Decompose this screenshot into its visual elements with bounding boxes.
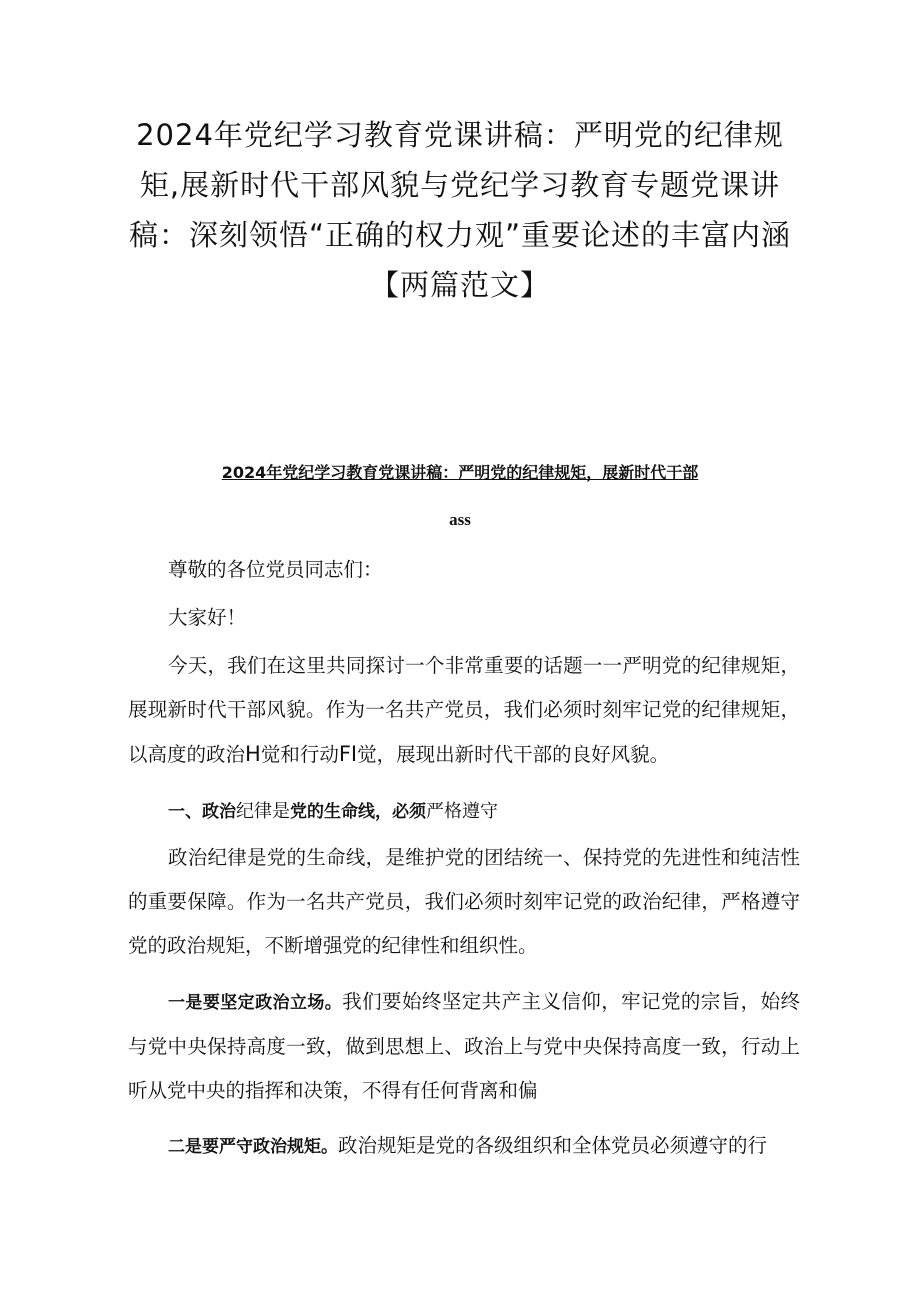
- section-heading-part: 党的生命线，必须: [290, 802, 426, 822]
- section-heading-part: 纪律是: [236, 801, 290, 822]
- section-heading-1: [168, 797, 808, 823]
- point2-text: 政治规矩是党的各级组织和全体党员必须遵守的行: [338, 1134, 768, 1157]
- section-heading-part: 一、政治: [168, 802, 236, 822]
- article-subtitle-continued: ass: [449, 510, 471, 529]
- point2-lead: 二是要严守政治规矩。: [168, 1137, 338, 1157]
- point1-paragraph: [128, 980, 800, 1113]
- intro-paragraph: [128, 644, 800, 777]
- intro-glyph-h: H: [245, 742, 261, 766]
- article-subtitle: 2024年党纪学习教育党课讲稿：严明党的纪律规矩，展新时代干部: [221, 463, 699, 482]
- intro-text-b: 觉和行动: [260, 743, 339, 766]
- section1-paragraph: 政治纪律是党的生命线，是维护党的团结统一、保持党的先进性和纯洁性的重要保障。作为一名共产党员，我们必须时刻牢记党的政治纪律，严格遵守党的政治规矩，不断增强党的纪律性和组织性。: [128, 846, 800, 957]
- section-heading-part: 严格遵守: [426, 801, 498, 822]
- point1-text: 我们要始终坚定共产主义信仰，牢记党的宗旨，始终与党中央保持高度一致，做到思想上、政治上与党中央保持高度一致，行动上听从党中央的指挥和决策，不得有任何背离和偏: [128, 990, 800, 1102]
- document-main-title: 2024年党纪学习教育党课讲稿：严明党的纪律规矩,展新时代干部风貌与党纪学习教育专题党课讲稿：深刻领悟“正确的权力观”重要论述的丰富内涵【两篇范文】: [128, 118, 792, 302]
- greeting-paragraph: 尊敬的各位党员同志们：: [168, 558, 383, 581]
- intro-text-c: 觉，展现出新时代干部的良好风貌。: [357, 743, 670, 766]
- point2-paragraph: [128, 1124, 800, 1169]
- intro-text-a: 今天，我们在这里共同探讨一个非常重要的话题一一严明党的纪律规矩，展现新时代干部风貌。作为一名共产党员，我们必须时刻牢记党的纪律规矩，以高度的政治: [128, 654, 800, 766]
- hello-paragraph: 大家好！: [168, 606, 247, 629]
- intro-glyph-fi: FI: [338, 742, 358, 766]
- point1-lead: 一是要坚定政治立场。: [168, 993, 343, 1013]
